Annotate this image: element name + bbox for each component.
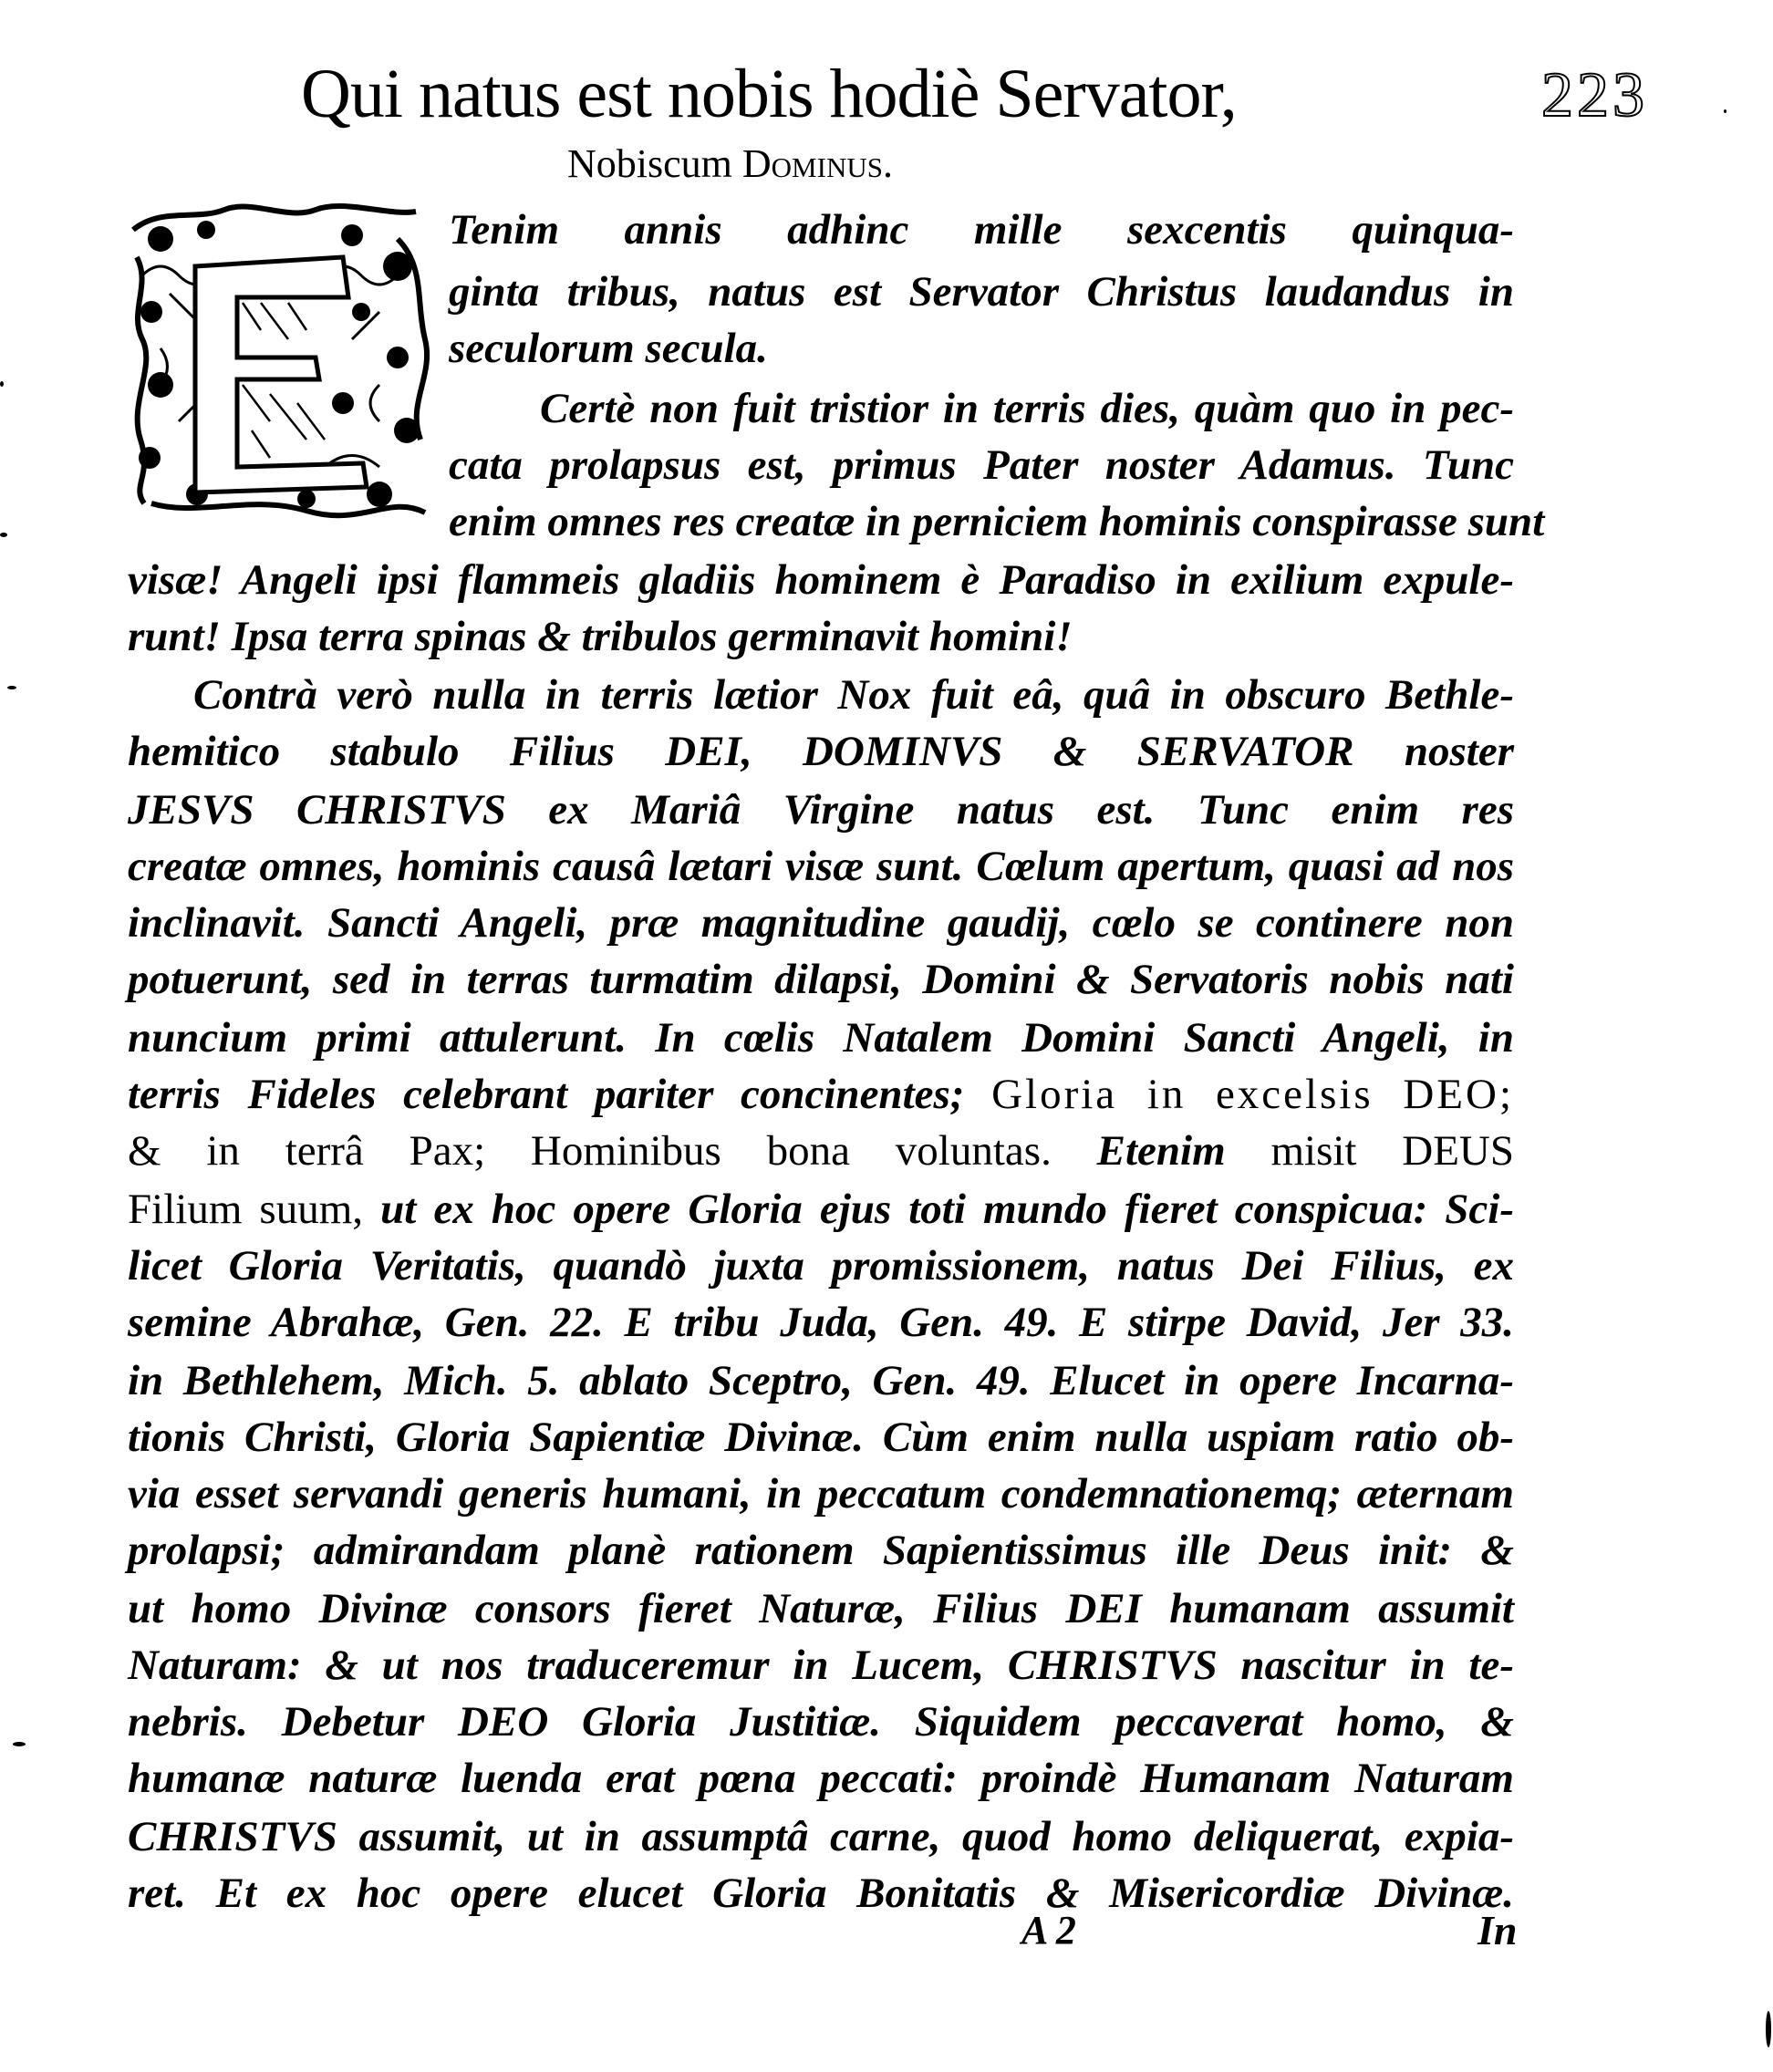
text-segment: terris Fideles celebrant pariter concinentes;	[128, 1071, 992, 1118]
text-line: enim omnes res creatæ in perniciem hominis conspirasse sunt	[449, 498, 1545, 545]
text-line: Naturam: & ut nos traduceremur in Lucem, CHRISTVS nascitur in te-	[128, 1642, 1514, 1689]
text-line: ut homo Divinæ consors fieret Naturæ, Filius DEI humanam assumit	[128, 1585, 1514, 1632]
text-line: hemitico stabulo Filius DEI, DOMINVS & SERVATOR noster	[128, 728, 1514, 775]
text-line	[128, 1182, 1514, 1237]
text-line: semine Abrahæ, Gen. 22. E tribu Juda, Gen. 49. E stirpe David, Jer 33.	[128, 1299, 1514, 1346]
text-segment-roman: misit DEUS	[1270, 1127, 1515, 1175]
text-line: ret. Et ex hoc opere elucet Gloria Bonitatis & Misericordiæ Divinæ.	[128, 1870, 1514, 1917]
text-line: tionis Christi, Gloria Sapientiæ Divinæ. Cùm enim nulla uspiam ratio ob-	[128, 1414, 1514, 1461]
text-line: cata prolapsus est, primus Pater noster Adamus. Tunc	[449, 441, 1514, 489]
text-line: via esset servandi generis humani, in peccatum condemnationemq; æternam	[128, 1470, 1514, 1518]
page-subtitle	[567, 141, 893, 187]
text-line: nebris. Debetur DEO Gloria Justitiæ. Siquidem peccaverat homo, &	[128, 1698, 1514, 1746]
scan-speck	[13, 1742, 26, 1746]
text-line: Certè non fuit tristior in terris dies, quàm quo in pec-	[540, 385, 1514, 432]
text-line: in Bethlehem, Mich. 5. ablato Sceptro, Gen. 49. Elucet in opere Incarna-	[128, 1357, 1514, 1404]
catchword: In	[1478, 1907, 1518, 1953]
text-line: humanæ naturæ luenda erat pœna peccati: proindè Humanam Naturam	[128, 1755, 1514, 1802]
page-number: 223	[1541, 60, 1648, 130]
text-line: Contrà verò nulla in terris lætior Nox fuit eâ, quâ in obscuro Bethle-	[193, 671, 1514, 719]
text-segment: ut ex hoc opere Gloria ejus toti mundo fieret conspicua: Sci-	[363, 1186, 1514, 1233]
text-line: inclinavit. Sancti Angeli, præ magnitudine gaudij, cœlo se continere non	[128, 899, 1514, 947]
text-line: licet Gloria Veritatis, quandò juxta promissionem, natus Dei Filius, ex	[128, 1242, 1514, 1290]
text-line	[128, 1124, 1514, 1178]
text-segment-roman: Gloria in excelsis DEO;	[991, 1071, 1514, 1118]
text-line: visæ! Angeli ipsi flammeis gladiis hominem è Paradiso in exilium expule-	[128, 556, 1514, 604]
scan-speck	[0, 381, 4, 387]
scan-speck	[1724, 109, 1726, 113]
decorated-initial-e-icon	[124, 202, 434, 522]
text-line: ginta tribus, natus est Servator Christus laudandus in	[449, 268, 1514, 316]
scan-speck	[1766, 2011, 1771, 2047]
text-line: runt! Ipsa terra spinas & tribulos germinavit homini!	[128, 613, 1073, 660]
text-line: CHRISTVS assumit, ut in assumptâ carne, quod homo deliquerat, expia-	[128, 1813, 1514, 1860]
text-line: JESVS CHRISTVS ex Mariâ Virgine natus est. Tunc enim res	[128, 786, 1514, 834]
subtitle-lead: Nobiscum	[567, 141, 742, 186]
signature-mark: A 2	[1021, 1908, 1076, 1953]
text-line	[128, 1067, 1514, 1122]
page-title: Qui natus est nobis hodiè Servator,	[301, 56, 1237, 132]
text-line: prolapsi; admirandam planè rationem Sapientissimus ille Deus init: &	[128, 1527, 1514, 1574]
scan-speck	[0, 533, 7, 537]
scan-speck	[7, 686, 16, 689]
text-line: seculorum secula.	[449, 325, 768, 372]
text-line: Tenim annis adhinc mille sexcentis quinqua-	[449, 206, 1514, 254]
text-line: nuncium primi attulerunt. In cœlis Natalem Domini Sancti Angeli, in	[128, 1014, 1514, 1062]
text-line: potuerunt, sed in terras turmatim dilapsi, Domini & Servatoris nobis nati	[128, 956, 1514, 1003]
text-segment: Etenim	[1051, 1127, 1271, 1175]
text-line: creatæ omnes, hominis causâ lætari visæ sunt. Cœlum apertum, quasi ad nos	[128, 843, 1514, 890]
text-segment-roman: Filium suum,	[128, 1186, 364, 1233]
text-segment-roman: & in terrâ Pax; Hominibus bona voluntas.	[128, 1127, 1052, 1175]
subtitle-caps: Dominus.	[741, 141, 893, 186]
